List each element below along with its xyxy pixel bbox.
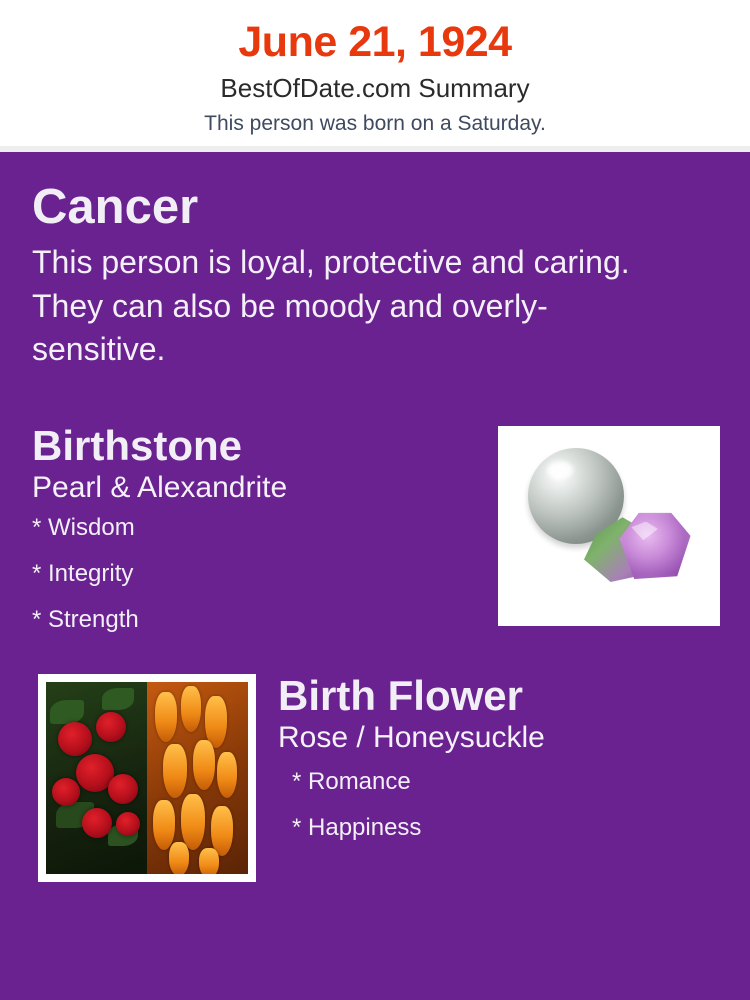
site-summary-label: BestOfDate.com Summary — [220, 73, 530, 104]
birthstone-names: Pearl & Alexandrite — [32, 471, 288, 505]
header — [0, 0, 750, 152]
zodiac-description: This person is loyal, protective and caring. They can also be moody and overly-sensitive. — [32, 244, 630, 368]
birth-flower-image-canvas — [46, 682, 248, 874]
page-title: June 21, 1924 — [238, 18, 512, 66]
birth-flower-section — [32, 671, 718, 894]
birth-flower-trait: * Happiness — [292, 814, 422, 842]
birth-flower-trait: * Romance — [292, 768, 411, 796]
content-panel — [0, 152, 750, 1000]
birth-flower-names: Rose / Honeysuckle — [278, 721, 545, 755]
birth-flower-title: Birth Flower — [278, 671, 524, 719]
birthstone-image — [498, 426, 720, 626]
birthstone-text — [32, 421, 472, 634]
birthstone-trait: * Wisdom — [32, 514, 135, 542]
birth-day-text: This person was born on a Saturday. — [204, 111, 546, 135]
birthstone-image-canvas — [506, 434, 712, 618]
birth-flower-image — [38, 674, 256, 882]
zodiac-sign-name: Cancer — [32, 180, 199, 234]
birthstone-section — [32, 421, 718, 644]
birthstone-trait: * Integrity — [32, 560, 134, 588]
rose-photo-half — [46, 682, 147, 874]
honeysuckle-photo-half — [147, 682, 248, 874]
birthstone-trait: * Strength — [32, 606, 139, 634]
birthstone-title: Birthstone — [32, 421, 242, 469]
birth-flower-text — [278, 671, 718, 842]
